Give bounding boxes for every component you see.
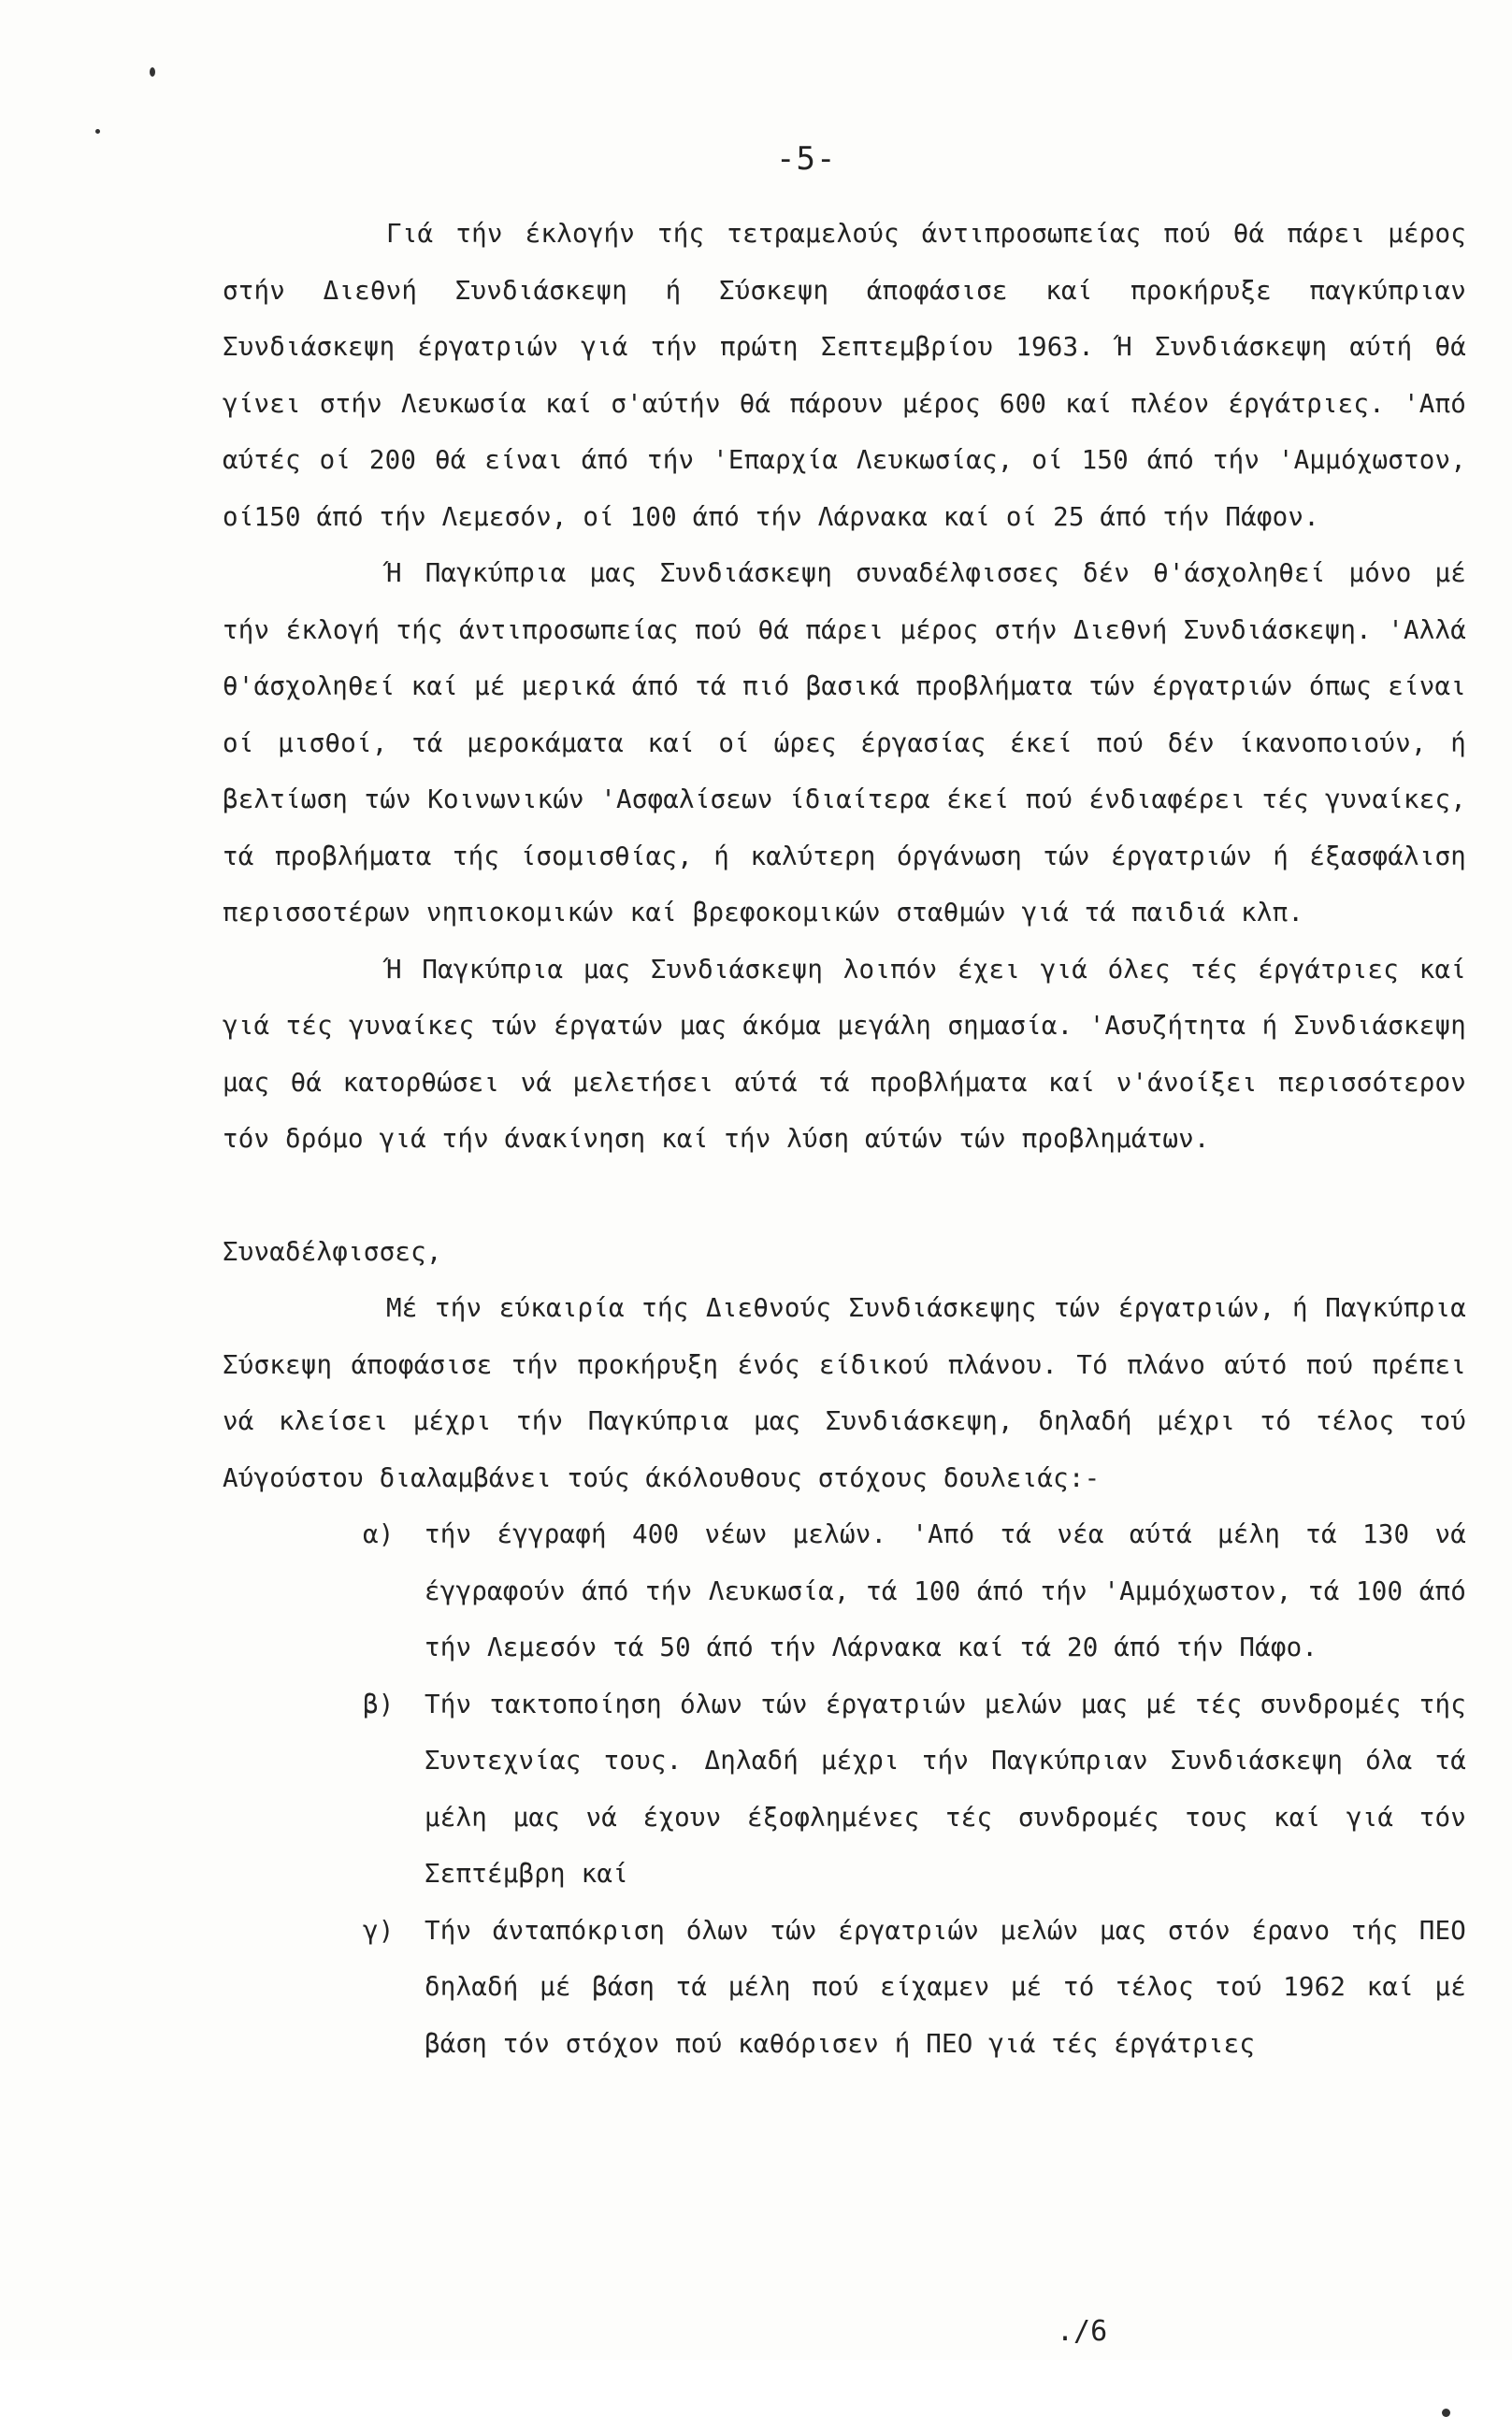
scan-speck (1442, 2409, 1450, 2417)
list-item (223, 1903, 1466, 2073)
list-marker: α) (363, 1519, 395, 1549)
page-number: -5- (776, 140, 837, 178)
scan-speck (95, 129, 100, 134)
goals-list (223, 1506, 1466, 2072)
paragraph-work-plan: Μέ τήν εύκαιρία τής Διεθνούς Συνδιάσκεψης τών έργατριών, ή Παγκύπρια Σύσκεψη άποφάσισε τήν προκήρυξη ένός είδικού πλάνου. Τό πλάνο αύτό πού πρέπει νά κλείσει μέχρι τήν Παγκύπρια μας Συνδιάσκεψη, δηλαδή μέχρι τό τέλος τού Αύγούστου διαλαμβάνει τούς άκόλουθους στόχους δουλειάς:- (223, 1293, 1466, 1493)
list-marker: γ) (363, 1915, 395, 1946)
list-item (223, 1676, 1466, 1903)
salutation: Συναδέλφισσες, (223, 1236, 442, 1267)
list-item (223, 1506, 1466, 1676)
paragraph-conference-importance: Ή Παγκύπρια μας Συνδιάσκεψη λοιπόν έχει γιά όλες τές έργάτριες καί γιά τές γυναίκες τών έργατών μας άκόμα μεγάλη σημασία. 'Ασυζήτητα ή Συνδιάσκεψη μας θά κατορθώσει νά μελετήσει αύτά τά προβλήματα καί ν'άνοίξει περισσότερον τόν δρόμο γιά τήν άνακίνηση καί τήν λύση αύτών τών προβλημάτων. (223, 954, 1466, 1154)
list-item-text: Τήν άνταπόκριση όλων τών έργατριών μελών μας στόν έρανο τής ΠΕΟ δηλαδή μέ βάση τά μέλη πού είχαμεν μέ τό τέλος τού 1962 καί μέ βάση τόν στόχον πού καθόρισεν ή ΠΕΟ γιά τές έργάτριες (425, 1915, 1466, 2059)
paragraph-conference-topics: Ή Παγκύπρια μας Συνδιάσκεψη συναδέλφισσες δέν θ'άσχοληθεί μόνο μέ τήν έκλογή τής άντιπροσωπείας πού θά πάρει μέρος στήν Διεθνή Συνδιάσκεψη. 'Αλλά θ'άσχοληθεί καί μέ μερικά άπό τά πιό βασικά προβλήματα τών έργατριών όπως είναι οί μισθοί, τά μεροκάματα καί οί ώρες έργασίας έκεί πού δέν ίκανοποιούν, ή βελτίωση τών Κοινωνικών 'Ασφαλίσεων ίδιαίτερα έκεί πού ένδιαφέρει τές γυναίκες, τά προβλήματα τής ίσομισθίας, ή καλύτερη όργάνωση τών έργατριών ή έξασφάλιση περισσοτέρων νηπιοκομικών καί βρεφοκομικών σταθμών γιά τά παιδιά κλπ. (223, 558, 1466, 928)
list-item-text: Τήν τακτοποίηση όλων τών έργατριών μελών μας μέ τές συνδρομές τής Συντεχνίας τους. Δηλαδή μέχρι τήν Παγκύπριαν Συνδιάσκεψη όλα τά μέλη μας νά έχουν έξοφλημένες τές συνδρομές τους καί γιά τόν Σεπτέμβρη καί (425, 1689, 1466, 1889)
list-item-text: τήν έγγραφή 400 νέων μελών. 'Από τά νέα αύτά μέλη τά 130 νά έγγραφούν άπό τήν Λευκωσία, τά 100 άπό τήν 'Αμμόχωστον, τά 100 άπό τήν Λεμεσόν τά 50 άπό τήν Λάρνακα καί τά 20 άπό τήν Πάφο. (425, 1519, 1466, 1662)
continuation-marker: ./6 (1057, 2315, 1108, 2348)
scan-speck (150, 67, 155, 77)
document-body (223, 206, 1466, 2072)
list-marker: β) (363, 1689, 395, 1719)
paragraph-gap (223, 1168, 1466, 1224)
paragraph-delegation-election: Γιά τήν έκλογήν τής τετραμελούς άντιπροσωπείας πού θά πάρει μέρος στήν Διεθνή Συνδιάσκεψη ή Σύσκεψη άποφάσισε καί προκήρυξε παγκύπριαν Συνδιάσκεψη έργατριών γιά τήν πρώτη Σεπτεμβρίου 1963. Ή Συνδιάσκεψη αύτή θά γίνει στήν Λευκωσία καί σ'αύτήν θά πάρουν μέρος 600 καί πλέον έργάτριες. 'Από αύτές οί 200 θά είναι άπό τήν 'Επαρχία Λευκωσίας, οί 150 άπό τήν 'Αμμόχωστον, οί150 άπό τήν Λεμεσόν, οί 100 άπό τήν Λάρνακα καί οί 25 άπό τήν Πάφον. (223, 219, 1466, 532)
